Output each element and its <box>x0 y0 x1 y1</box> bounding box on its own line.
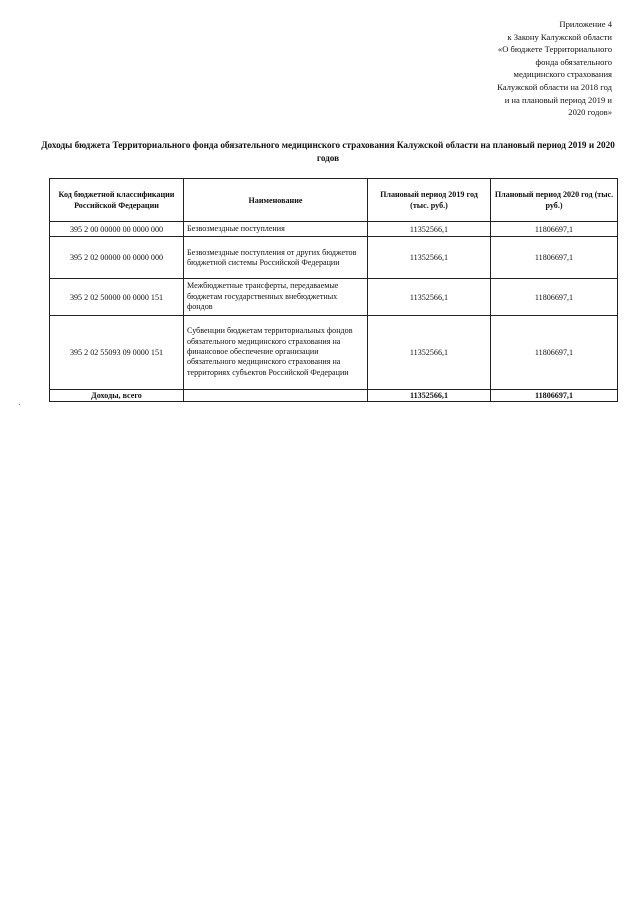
appendix-line: Приложение 4 <box>559 19 612 29</box>
table-total-row <box>50 389 618 401</box>
header-2020: Плановый период 2020 год (тыс. руб.) <box>491 179 618 222</box>
cell-2019: 11352566,1 <box>368 237 491 279</box>
appendix-line: 2020 годов» <box>568 107 612 118</box>
total-2019: 11352566,1 <box>368 389 491 401</box>
cell-code: 395 2 02 00000 00 0000 000 <box>50 237 184 279</box>
cell-code: 395 2 02 55093 09 0000 151 <box>50 315 184 389</box>
cell-2019: 11352566,1 <box>368 315 491 389</box>
cell-2020: 11806697,1 <box>491 222 618 237</box>
table-row <box>50 315 618 389</box>
cell-2019: 11352566,1 <box>368 222 491 237</box>
cell-code: 395 2 02 50000 00 0000 151 <box>50 279 184 315</box>
header-2019: Плановый период 2019 год (тыс. руб.) <box>368 179 491 222</box>
cell-code: 395 2 00 00000 00 0000 000 <box>50 222 184 237</box>
total-label: Доходы, всего <box>50 389 184 401</box>
scan-speck <box>19 404 20 405</box>
document-title: Доходы бюджета Территориального фонда обязательного медицинского страхования Калужской области на плановый период 2019 и 2020 годов <box>41 140 615 163</box>
table-row <box>50 279 618 315</box>
appendix-line: и на плановый период 2019 и <box>504 94 612 105</box>
cell-name: Межбюджетные трансферты, передаваемые бюджетам государственных внебюджетных фондов <box>184 279 368 315</box>
header-name: Наименование <box>184 179 368 222</box>
total-2020: 11806697,1 <box>491 389 618 401</box>
table-row <box>50 237 618 279</box>
header-code: Код бюджетной классификации Российской Федерации <box>50 179 184 222</box>
appendix-line: Калужской области на 2018 год <box>497 81 612 92</box>
appendix-line: медицинского страхования <box>513 69 612 80</box>
appendix-line: фонда обязательного <box>535 56 612 67</box>
table-header-row <box>50 179 618 222</box>
appendix-line: к Закону Калужской области <box>507 31 612 42</box>
cell-name: Безвозмездные поступления от других бюджетов бюджетной системы Российской Федерации <box>184 237 368 279</box>
cell-2019: 11352566,1 <box>368 279 491 315</box>
appendix-note <box>497 18 612 119</box>
total-name-empty <box>184 389 368 401</box>
cell-2020: 11806697,1 <box>491 237 618 279</box>
cell-2020: 11806697,1 <box>491 315 618 389</box>
cell-name: Безвозмездные поступления <box>184 222 368 237</box>
income-table <box>49 178 618 402</box>
table-row <box>50 222 618 237</box>
cell-name: Субвенции бюджетам территориальных фондов обязательного медицинского страхования на финансовое обеспечение организации обязательного медицинского страхования на территориях субъектов Российской Федерации <box>184 315 368 389</box>
cell-2020: 11806697,1 <box>491 279 618 315</box>
appendix-line: «О бюджете Территориального <box>497 44 612 55</box>
